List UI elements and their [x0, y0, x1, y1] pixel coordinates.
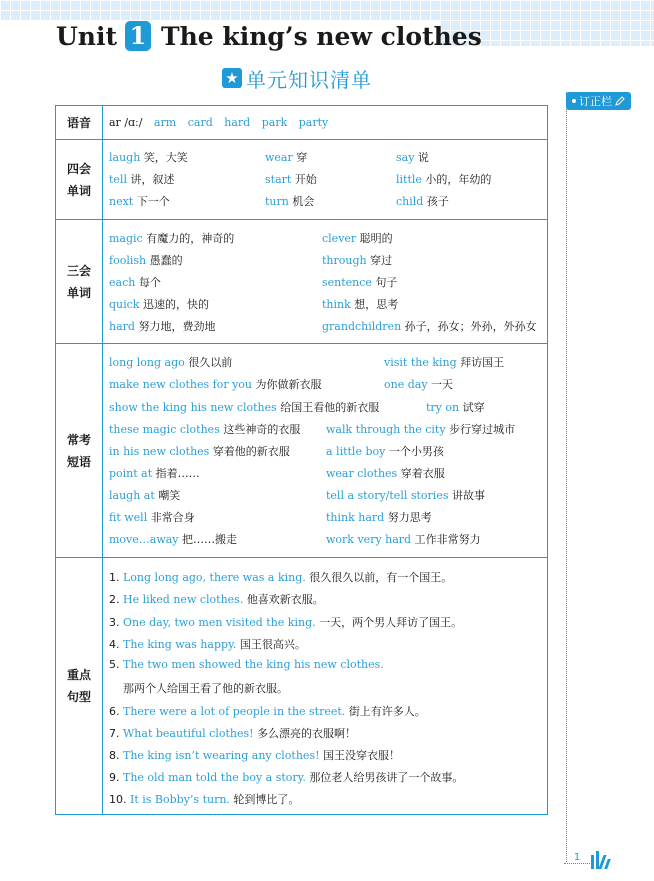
- phrases-content: [103, 344, 547, 557]
- correction-column-divider: [566, 92, 567, 862]
- phrases-label: 常考短语: [56, 344, 103, 557]
- knowledge-table: [55, 105, 548, 815]
- word-entry: each 每个: [109, 276, 161, 289]
- three-skill-row: [56, 219, 547, 343]
- sentences-label: 重点句型: [56, 558, 103, 814]
- phonics-label: 语音: [56, 106, 103, 139]
- correction-column-label: 订正栏: [579, 95, 612, 108]
- word-entry: sentence 句子: [322, 276, 398, 289]
- word-entry: say 说: [396, 151, 429, 164]
- phrase-entry: these magic clothes 这些神奇的衣服: [109, 423, 301, 436]
- sentences-content: [103, 558, 547, 814]
- unit-word: Unit: [56, 21, 118, 51]
- phonics-word: party: [298, 116, 329, 129]
- phrase-entry: a little boy 一个小男孩: [326, 445, 444, 458]
- phrase-entry: work very hard 工作非常努力: [326, 533, 481, 546]
- phrase-entry: try on 试穿: [426, 401, 485, 414]
- sentence-entry: 5. The two men showed the king his new clothes.: [109, 658, 384, 671]
- phrase-entry: in his new clothes 穿着他的新衣服: [109, 445, 290, 458]
- unit-number-badge: 1: [125, 21, 151, 51]
- phonics-sound: ar /ɑː/: [109, 116, 143, 129]
- word-entry: through 穿过: [322, 254, 393, 267]
- four-skill-row: [56, 139, 547, 219]
- phrase-entry: visit the king 拜访国王: [384, 356, 505, 369]
- phrase-entry: long long ago 很久以前: [109, 356, 233, 369]
- sentence-entry: 7. What beautiful clothes! 多么漂亮的衣服啊！: [109, 727, 357, 740]
- sentences-row: [56, 557, 547, 814]
- word-entry: laugh 笑，大笑: [109, 151, 188, 164]
- sentence-entry: 9. The old man told the boy a story. 那位老人给男孩讲了一个故事。: [109, 771, 464, 784]
- word-entry: tell 讲，叙述: [109, 173, 175, 186]
- phrases-row: [56, 343, 547, 557]
- book-logo-icon: [591, 851, 609, 869]
- word-entry: little 小的，年幼的: [396, 173, 492, 186]
- word-entry: start 开始: [265, 173, 317, 186]
- sentence-entry: 10. It is Bobby’s turn. 轮到博比了。: [109, 793, 300, 806]
- word-entry: magic 有魔力的，神奇的: [109, 232, 235, 245]
- four-skill-content: [103, 140, 547, 219]
- four-skill-label: 四会单词: [56, 140, 103, 219]
- word-entry: think 想，思考: [322, 298, 399, 311]
- word-entry: quick 迅速的，快的: [109, 298, 209, 311]
- phrase-entry: fit well 非常合身: [109, 511, 195, 524]
- unit-title: [56, 16, 482, 56]
- word-entry: grandchildren 孙子，孙女；外孙，外孙女: [322, 320, 537, 333]
- phrase-entry: move…away 把……搬走: [109, 533, 238, 546]
- phrase-entry: think hard 努力思考: [326, 511, 432, 524]
- sentence-entry: 4. The king was happy. 国王很高兴。: [109, 638, 306, 651]
- phonics-word: arm: [153, 116, 177, 129]
- word-entry: clever 聪明的: [322, 232, 393, 245]
- word-entry: wear 穿: [265, 151, 308, 164]
- phrase-entry: tell a story/tell stories 讲故事: [326, 489, 485, 502]
- phrase-entry: wear clothes 穿着衣服: [326, 467, 445, 480]
- section-title: 单元知识清单: [246, 67, 372, 92]
- phrase-entry: show the king his new clothes 给国王看他的新衣服: [109, 401, 380, 414]
- phrase-entry: one day 一天: [384, 378, 454, 391]
- phonics-word: park: [261, 116, 288, 129]
- phonics-word: card: [187, 116, 213, 129]
- dot-icon: [572, 99, 576, 103]
- sentence-entry: 3. One day, two men visited the king. 一天，两个男人拜访了国王。: [109, 616, 463, 629]
- sentence-entry: 6. There were a lot of people in the street. 街上有许多人。: [109, 705, 426, 718]
- sentence-entry: 2. He liked new clothes. 他喜欢新衣服。: [109, 593, 324, 606]
- word-entry: hard 努力地，费劲地: [109, 320, 216, 333]
- phrase-entry: make new clothes for you 为你做新衣服: [109, 378, 322, 391]
- three-skill-label: 三会单词: [56, 220, 103, 343]
- phonics-row: [56, 106, 547, 139]
- correction-column-tag: [566, 92, 631, 110]
- phonics-content: [103, 106, 547, 139]
- three-skill-content: [103, 220, 547, 343]
- phrase-entry: walk through the city 步行穿过城市: [326, 423, 516, 436]
- page-number: 1: [564, 852, 590, 864]
- word-entry: foolish 愚蠢的: [109, 254, 183, 267]
- sentence-entry: 8. The king isn’t wearing any clothes! 国王没穿衣服！: [109, 749, 401, 762]
- word-entry: next 下一个: [109, 195, 170, 208]
- unit-title-text: The king’s new clothes: [161, 21, 482, 51]
- sentence-translation: 那两个人给国王看了他的新衣服。: [123, 682, 288, 695]
- phonics-word: hard: [224, 116, 251, 129]
- word-entry: child 孩子: [396, 195, 449, 208]
- phrase-entry: point at 指着……: [109, 467, 200, 480]
- sentence-entry: 1. Long long ago, there was a king. 很久很久以前，有一个国王。: [109, 571, 453, 584]
- section-heading: [222, 64, 372, 92]
- phrase-entry: laugh at 嘲笑: [109, 489, 181, 502]
- star-icon: ★: [222, 68, 242, 88]
- word-entry: turn 机会: [265, 195, 315, 208]
- pencil-icon: [615, 96, 625, 106]
